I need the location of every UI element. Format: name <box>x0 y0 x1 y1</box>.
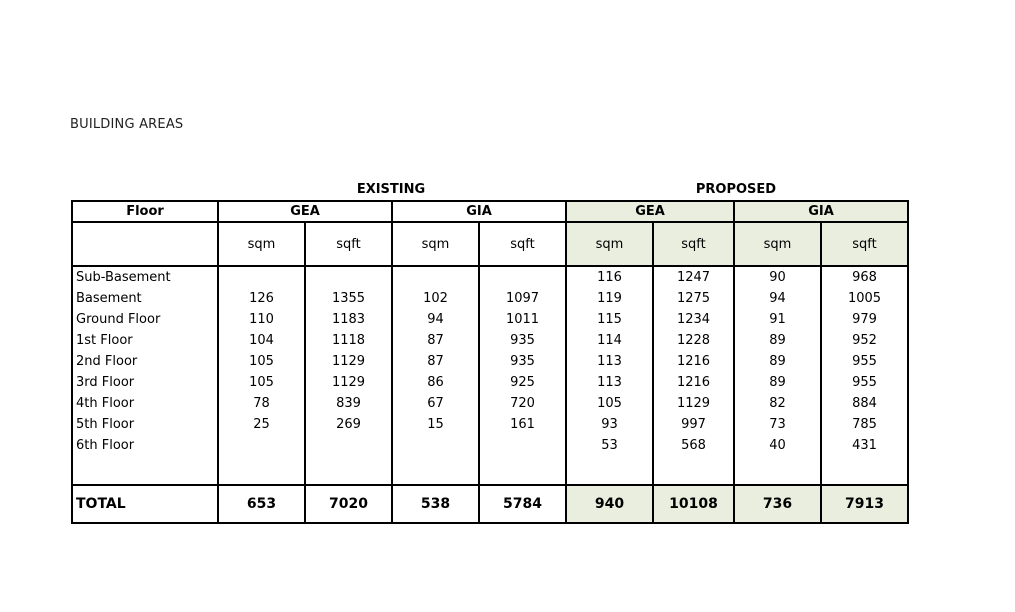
table-cell <box>392 266 479 288</box>
table-cell: 785 <box>821 414 908 435</box>
floor-label: 6th Floor <box>72 435 218 456</box>
table-row <box>72 393 908 414</box>
total-cell: 538 <box>392 485 479 523</box>
table-cell <box>479 266 566 288</box>
total-cell: 940 <box>566 485 653 523</box>
table-cell: 1097 <box>479 288 566 309</box>
table-cell: 116 <box>566 266 653 288</box>
document-title: BUILDING AREAS <box>70 117 184 132</box>
table-row <box>72 414 908 435</box>
table-cell: 94 <box>392 309 479 330</box>
table-cell: 110 <box>218 309 305 330</box>
proposed-group-label: PROPOSED <box>695 182 777 197</box>
table-cell: 568 <box>653 435 734 456</box>
floor-label: 4th Floor <box>72 393 218 414</box>
table-cell: 82 <box>734 393 821 414</box>
table-cell: 87 <box>392 330 479 351</box>
total-cell: 736 <box>734 485 821 523</box>
floor-label: Ground Floor <box>72 309 218 330</box>
table-cell: 40 <box>734 435 821 456</box>
floor-label: 5th Floor <box>72 414 218 435</box>
floor-label: 3rd Floor <box>72 372 218 393</box>
spacer-row <box>72 456 908 485</box>
table-cell: 89 <box>734 351 821 372</box>
building-areas-table <box>71 200 909 524</box>
total-cell: 5784 <box>479 485 566 523</box>
table-cell: 15 <box>392 414 479 435</box>
table-cell: 720 <box>479 393 566 414</box>
table-cell: 105 <box>566 393 653 414</box>
table-cell: 87 <box>392 351 479 372</box>
table-cell: 968 <box>821 266 908 288</box>
unit-header: sqft <box>821 222 908 266</box>
unit-header: sqm <box>566 222 653 266</box>
proposed-gia-header: GIA <box>734 201 908 222</box>
existing-gea-header: GEA <box>218 201 392 222</box>
table-cell: 105 <box>218 372 305 393</box>
unit-header: sqm <box>218 222 305 266</box>
unit-header: sqm <box>734 222 821 266</box>
table-cell: 78 <box>218 393 305 414</box>
table-cell: 91 <box>734 309 821 330</box>
table-cell: 114 <box>566 330 653 351</box>
table-cell: 1183 <box>305 309 392 330</box>
floor-label: 1st Floor <box>72 330 218 351</box>
floor-label: Sub-Basement <box>72 266 218 288</box>
existing-gia-header: GIA <box>392 201 566 222</box>
table-cell: 1129 <box>653 393 734 414</box>
table-cell: 67 <box>392 393 479 414</box>
table-cell: 431 <box>821 435 908 456</box>
floor-header: Floor <box>72 201 218 222</box>
table-cell: 86 <box>392 372 479 393</box>
table-cell: 1216 <box>653 372 734 393</box>
table-cell: 89 <box>734 372 821 393</box>
table-row <box>72 266 908 288</box>
table-row <box>72 288 908 309</box>
table-cell: 925 <box>479 372 566 393</box>
table-cell: 997 <box>653 414 734 435</box>
table-row <box>72 309 908 330</box>
table-cell: 126 <box>218 288 305 309</box>
unit-header: sqm <box>392 222 479 266</box>
total-label: TOTAL <box>72 485 218 523</box>
table-row <box>72 330 908 351</box>
table-cell: 105 <box>218 351 305 372</box>
table-cell: 113 <box>566 372 653 393</box>
table-cell <box>218 266 305 288</box>
table-cell <box>218 435 305 456</box>
table-cell: 955 <box>821 372 908 393</box>
table-cell: 89 <box>734 330 821 351</box>
table-row <box>72 372 908 393</box>
table-cell: 1005 <box>821 288 908 309</box>
table-cell: 1129 <box>305 351 392 372</box>
table-cell: 1247 <box>653 266 734 288</box>
unit-header: sqft <box>479 222 566 266</box>
table-cell: 53 <box>566 435 653 456</box>
table-row <box>72 435 908 456</box>
table-cell: 1234 <box>653 309 734 330</box>
table-cell: 1011 <box>479 309 566 330</box>
table-cell: 955 <box>821 351 908 372</box>
table-cell: 979 <box>821 309 908 330</box>
table-cell: 94 <box>734 288 821 309</box>
total-cell: 653 <box>218 485 305 523</box>
units-header-row <box>72 222 908 266</box>
total-cell: 10108 <box>653 485 734 523</box>
table-cell: 1129 <box>305 372 392 393</box>
unit-header: sqft <box>653 222 734 266</box>
group-header-row <box>72 201 908 222</box>
table-cell: 1228 <box>653 330 734 351</box>
table-cell <box>305 266 392 288</box>
table-cell <box>479 435 566 456</box>
table-cell: 119 <box>566 288 653 309</box>
table-row <box>72 351 908 372</box>
table-cell: 935 <box>479 351 566 372</box>
table-cell: 25 <box>218 414 305 435</box>
total-cell: 7913 <box>821 485 908 523</box>
table-cell: 115 <box>566 309 653 330</box>
total-cell: 7020 <box>305 485 392 523</box>
table-cell: 113 <box>566 351 653 372</box>
table-cell: 952 <box>821 330 908 351</box>
table-cell: 93 <box>566 414 653 435</box>
existing-group-label: EXISTING <box>356 182 426 197</box>
unit-header: sqft <box>305 222 392 266</box>
proposed-gea-header: GEA <box>566 201 734 222</box>
total-row <box>72 485 908 523</box>
table-cell: 1216 <box>653 351 734 372</box>
floor-label: Basement <box>72 288 218 309</box>
table-cell <box>305 435 392 456</box>
table-cell <box>392 435 479 456</box>
table-cell: 1355 <box>305 288 392 309</box>
units-empty-cell <box>72 222 218 266</box>
table-cell: 1275 <box>653 288 734 309</box>
table-cell: 102 <box>392 288 479 309</box>
table-cell: 73 <box>734 414 821 435</box>
table-body <box>72 266 908 456</box>
table-cell: 839 <box>305 393 392 414</box>
table-cell: 935 <box>479 330 566 351</box>
table-cell: 161 <box>479 414 566 435</box>
table-cell: 884 <box>821 393 908 414</box>
table-cell: 90 <box>734 266 821 288</box>
floor-label: 2nd Floor <box>72 351 218 372</box>
table-cell: 1118 <box>305 330 392 351</box>
table-cell: 104 <box>218 330 305 351</box>
table-cell: 269 <box>305 414 392 435</box>
